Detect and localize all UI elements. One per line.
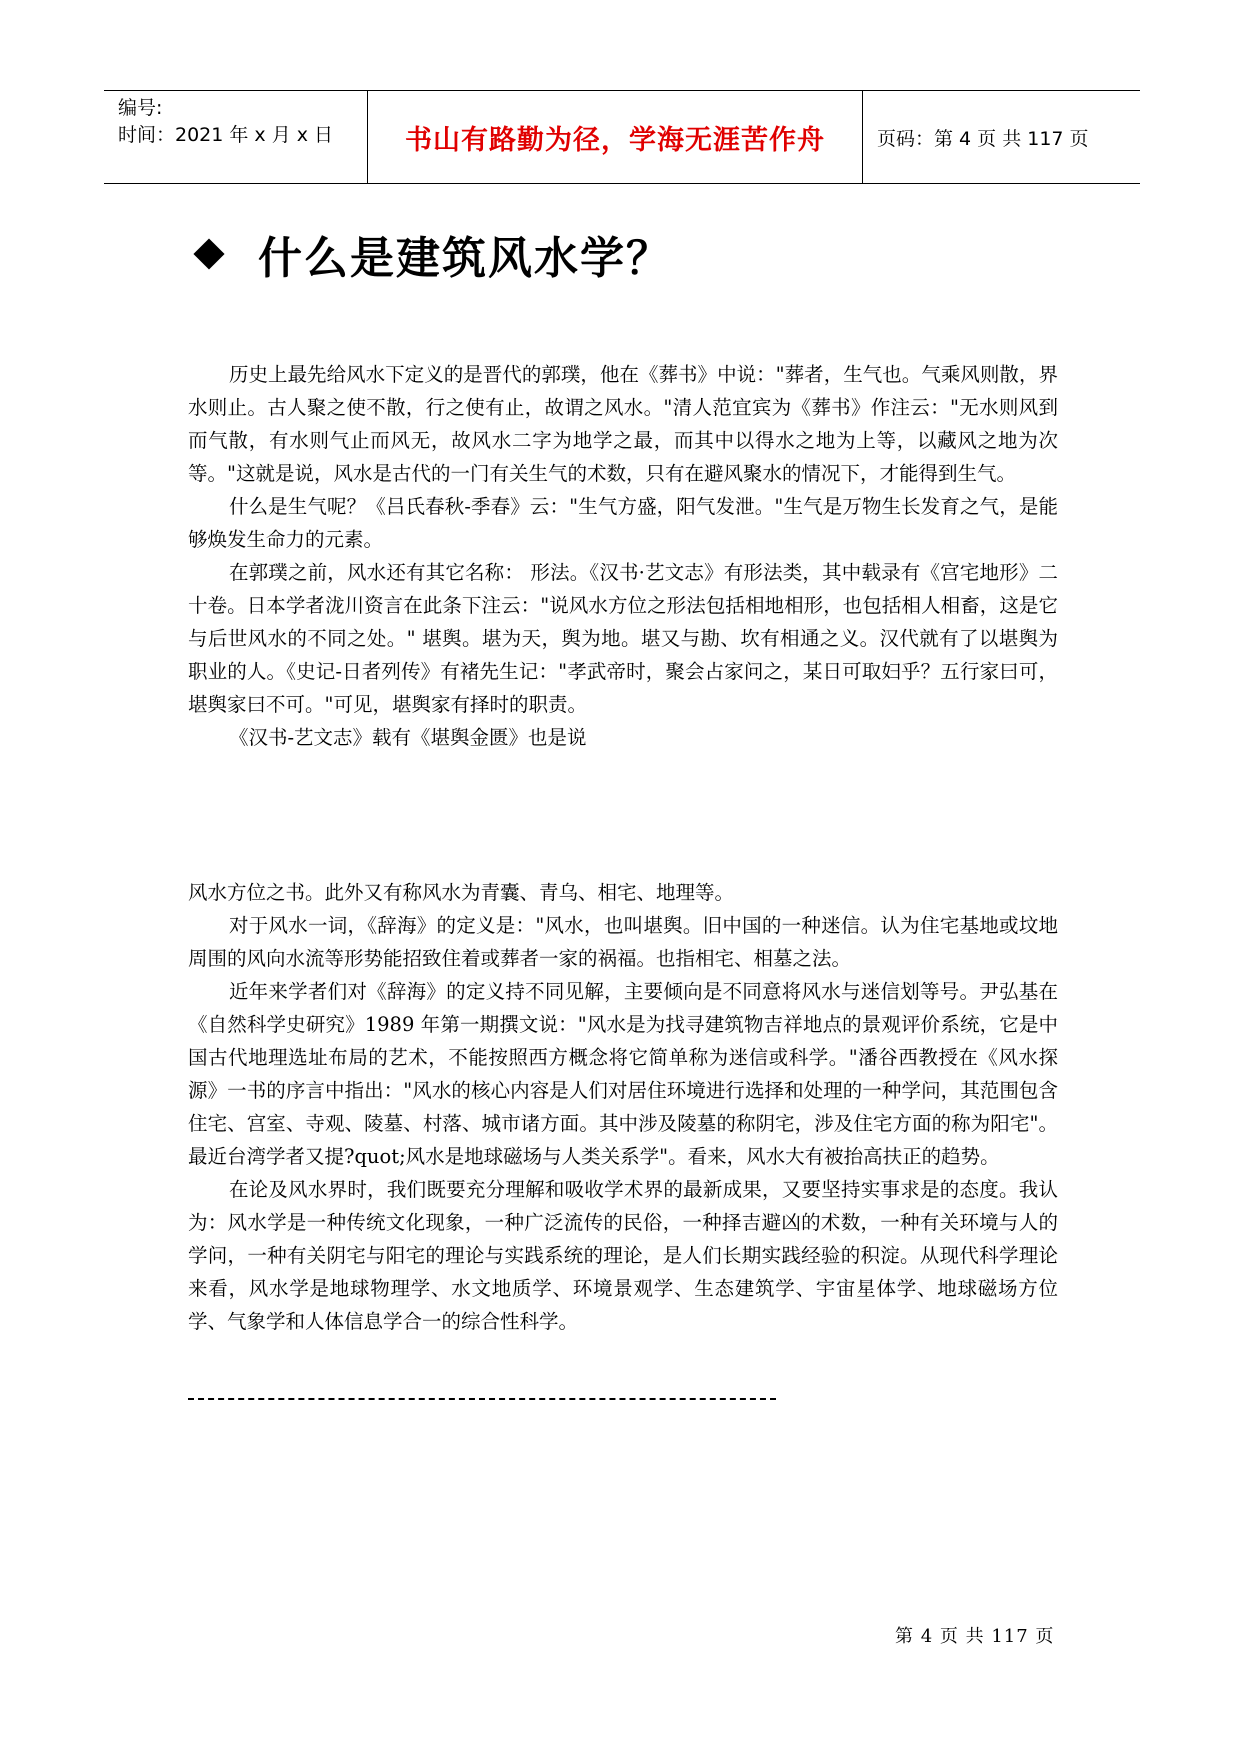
body-block-2 <box>188 876 1058 1338</box>
paragraph: 什么是生气呢？《吕氏春秋-季春》云："生气方盛，阳气发泄。"生气是万物生长发育之气，是能够焕发生命力的元素。 <box>188 495 1058 551</box>
header-motto-cell <box>368 91 863 183</box>
section-heading-text: 什么是建筑风水学？ <box>258 233 672 284</box>
paragraph: 在论及风水界时，我们既要充分理解和吸收学术界的最新成果，又要坚持实事求是的态度。我认为：风水学是一种传统文化现象，一种广泛流传的民俗，一种择吉避凶的术数，一种有关环境与人的学问，一种有关阴宅与阳宅的理论与实践系统的理论，是人们长期实践经验的积淀。从现代科学理论来看，风水学是地球物理学、水文地质学、环境景观学、生态建筑学、宇宙星体学、地球磁场方位学、气象学和人体信息学合一的综合性科学。 <box>188 1178 1058 1333</box>
page-header <box>104 90 1140 184</box>
paragraph: 近年来学者们对《辞海》的定义持不同见解，主要倾向是不同意将风水与迷信划等号。尹弘基在《自然科学史研究》1989 年第一期撰文说："风水是为找寻建筑物吉祥地点的景观评价系统，它是中国古代地理选址布局的艺术，不能按照西方概念将它简单称为迷信或科学。"潘谷西教授在《风水探源》一书的序言中指出："风水的核心内容是人们对居住环境进行选择和处理的一种学问，其范围包含住宅、宫室、寺观、陵墓、村落、城市诸方面。其中涉及陵墓的称阴宅，涉及住宅方面的称为阳宅"。最近台湾学者又提?quot;风水是地球磁场与人类关系学"。看来，风水大有被抬高扶正的趋势。 <box>188 980 1058 1168</box>
document-number-label: 编号: <box>118 97 163 119</box>
paragraph: 历史上最先给风水下定义的是晋代的郭璞，他在《葬书》中说："葬者，生气也。气乘风则散，界水则止。古人聚之使不散，行之使有止，故谓之风水。"清人范宜宾为《葬书》作注云："无水则风到而气散，有水则气止而风无，故风水二字为地学之最，而其中以得水之地为上等，以藏风之地为次等。"这就是说，风水是古代的一门有关生气的术数，只有在避风聚水的情况下，才能得到生气。 <box>188 363 1058 485</box>
header-motto: 书山有路勤为径，学海无涯苦作舟 <box>405 124 825 156</box>
header-page-code: 页码：第 4 页 共 117 页 <box>877 127 1089 150</box>
page-footer: 第 4 页 共 117 页 <box>895 1626 1055 1647</box>
paragraph: 对于风水一词，《辞海》的定义是："风水，也叫堪舆。旧中国的一种迷信。认为住宅基地或坟地周围的风向水流等形势能招致住着或葬者一家的祸福。也指相宅、相墓之法。 <box>188 914 1058 970</box>
paragraph: 在郭璞之前，风水还有其它名称： 形法。《汉书·艺文志》有形法类，其中载录有《宫宅地形》二十卷。日本学者泷川资言在此条下注云："说风水方位之形法包括相地相形，也包括相人相畜，这是它与后世风水的不同之处。" 堪舆。堪为天，舆为地。堪又与勘、坎有相通之义。汉代就有了以堪舆为职业的人。《史记-日者列传》有褚先生记："孝武帝时，聚会占家问之，某日可取妇乎？五行家曰可，堪舆家曰不可。"可见，堪舆家有择时的职责。 <box>188 561 1058 716</box>
diamond-bullet-icon <box>193 238 224 269</box>
dashed-separator <box>188 1398 776 1400</box>
body-block-1 <box>188 358 1058 754</box>
header-page-cell <box>863 91 1140 183</box>
section-heading <box>192 222 672 286</box>
header-left-cell <box>104 91 368 183</box>
paragraph: 《汉书-艺文志》载有《堪舆金匮》也是说 <box>228 726 587 749</box>
document-time-label: 时间：2021 年 x 月 x 日 <box>118 124 334 146</box>
paragraph-continuation: 风水方位之书。此外又有称风水为青囊、青乌、相宅、地理等。 <box>188 881 735 904</box>
